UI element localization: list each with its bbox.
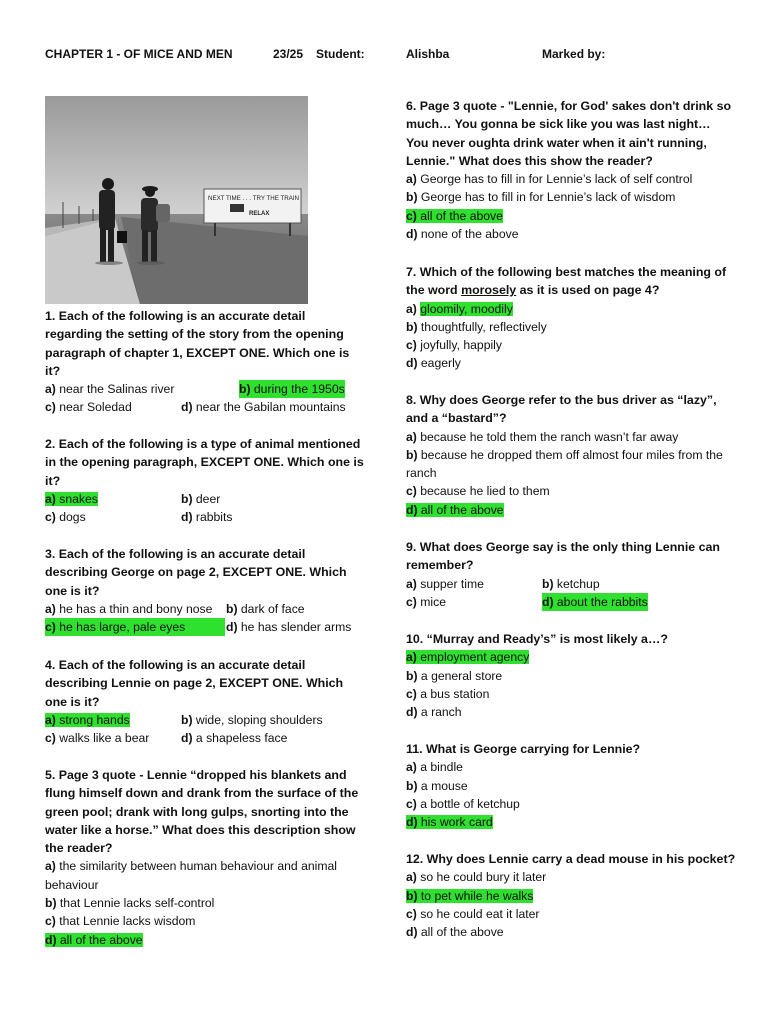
question-10: [406, 630, 736, 721]
option-a-selected: a) employment agency: [406, 650, 530, 665]
student-name: Alishba: [406, 47, 450, 61]
question-text: 3. Each of the following is an accurate detail describing George on page 2, EXCEPT ONE. Which one is it?: [45, 547, 347, 598]
option-d: d) he has slender arms: [226, 620, 352, 635]
option-b: b) George has to fill in for Lennie’s lack of wisdom: [406, 190, 676, 205]
option-row: [45, 398, 365, 416]
option-row: [45, 508, 365, 526]
option-a-selected: a) strong hands: [45, 712, 130, 727]
option-b-selected: b) to pet while he walks: [406, 888, 534, 903]
question-text: 7. Which of the following best matches the meaning of the word morosely as it is used on page 4?: [406, 265, 727, 298]
question-1: [45, 307, 365, 417]
option-c: c) a bottle of ketchup: [406, 796, 520, 811]
option-d: d) near the Gabilan mountains: [181, 400, 346, 415]
question-text: 4. Each of the following is an accurate detail describing Lennie on page 2, EXCEPT ONE. Which one is it?: [45, 658, 344, 709]
option-d-selected: d) his work card: [406, 815, 493, 830]
option-b: b) thoughtfully, reflectively: [406, 319, 547, 334]
worksheet-title: CHAPTER 1 - OF MICE AND MEN: [45, 47, 233, 61]
question-text: 11. What is George carrying for Lennie?: [406, 742, 641, 756]
option-a: a) George has to fill in for Lennie’s lack of self control: [406, 172, 693, 187]
option-row: [406, 575, 736, 593]
option-b-selected: b) during the 1950s: [239, 380, 345, 398]
option-b: b) a general store: [406, 668, 503, 683]
question-text: 6. Page 3 quote - "Lennie, for God' sakes don't drink so much… You gonna be sick like you was last night… You never oughta drink water when it ain't running, Lennie." What does this show the reader?: [406, 99, 732, 168]
option-row: [45, 600, 365, 618]
option-row: [45, 380, 365, 398]
option-row: [45, 490, 365, 508]
question-12: [406, 850, 736, 941]
option-a: a) he has a thin and bony nose: [45, 601, 213, 616]
option-c: c) near Soledad: [45, 400, 132, 415]
option-d-selected: d) all of the above: [406, 502, 504, 517]
option-d: d) eagerly: [406, 356, 461, 371]
option-row: [45, 729, 365, 747]
option-row: [45, 618, 365, 636]
option-d: d) all of the above: [406, 925, 504, 940]
option-b: b) deer: [181, 491, 221, 506]
question-3: [45, 545, 365, 636]
option-d-selected: d) all of the above: [45, 932, 143, 947]
question-text: 1. Each of the following is an accurate detail regarding the setting of the story from the opening paragraph of chapter 1, EXCEPT ONE. Which one is it?: [45, 309, 350, 378]
question-4: [45, 656, 365, 747]
question-text: 2. Each of the following is a type of animal mentioned in the opening paragraph, EXCEPT ONE. Which one is it?: [45, 437, 364, 488]
option-d: d) a ranch: [406, 705, 462, 720]
option-c: c) a bus station: [406, 686, 490, 701]
question-11: [406, 740, 736, 831]
question-9: [406, 538, 736, 611]
option-b: b) that Lennie lacks self-control: [45, 896, 215, 911]
option-d-selected: d) about the rabbits: [542, 593, 648, 611]
option-a: a) supper time: [406, 576, 484, 591]
option-b: b) ketchup: [542, 576, 600, 591]
question-7: [406, 263, 736, 373]
option-b: b) wide, sloping shoulders: [181, 712, 323, 727]
option-a: a) so he could bury it later: [406, 870, 547, 885]
underlined-word: morosely: [461, 283, 517, 298]
question-6: [406, 97, 736, 243]
option-c: c) that Lennie lacks wisdom: [45, 914, 196, 929]
option-a-selected: a) snakes: [45, 491, 98, 506]
option-a-selected: a) gloomily, moodily: [406, 301, 513, 316]
option-c: c) joyfully, happily: [406, 338, 502, 353]
question-text: 10. “Murray and Ready’s” is most likely a…?: [406, 632, 668, 646]
option-d: d) none of the above: [406, 227, 519, 242]
billboard-line1: NEXT TIME . . . TRY THE TRAIN: [208, 195, 300, 202]
option-c-selected: c) he has large, pale eyes: [45, 618, 225, 636]
worksheet-header: [0, 47, 768, 65]
option-row: [406, 593, 736, 611]
score: 23/25: [273, 47, 304, 61]
question-text: 8. Why does George refer to the bus driver as “lazy”, and a “bastard”?: [406, 393, 717, 426]
option-c: c) walks like a bear: [45, 731, 150, 746]
question-8: [406, 391, 736, 519]
option-b: b) dark of face: [226, 601, 305, 616]
option-b: b) a mouse: [406, 778, 468, 793]
option-c-selected: c) all of the above: [406, 208, 503, 223]
option-d: d) rabbits: [181, 510, 233, 525]
question-5: [45, 766, 365, 949]
question-text: 5. Page 3 quote - Lennie “dropped his blankets and flung himself down and drank from the surface of the green pool; drank with long gulps, snorting into the water like a horse.” What does this description show the reader?: [45, 768, 359, 856]
book-cover-photo: [45, 96, 308, 304]
option-b: b) because he dropped them off almost four miles from the ranch: [406, 447, 723, 481]
option-a: a) because he told them the ranch wasn’t far away: [406, 429, 679, 444]
option-a: a) the similarity between human behaviour and animal behaviour: [45, 859, 337, 892]
option-d: d) a shapeless face: [181, 731, 288, 746]
billboard-line2: RELAX: [249, 211, 270, 217]
option-c: c) so he could eat it later: [406, 906, 540, 921]
question-text: 12. Why does Lennie carry a dead mouse in his pocket?: [406, 852, 736, 866]
option-a: a) a bindle: [406, 760, 463, 775]
option-c: c) mice: [406, 594, 446, 609]
option-row: [45, 711, 365, 729]
option-a: a) near the Salinas river: [45, 382, 175, 397]
marked-by-label: Marked by:: [542, 47, 606, 61]
question-2: [45, 435, 365, 526]
option-c: c) because he lied to them: [406, 484, 550, 499]
student-label: Student:: [316, 47, 365, 61]
option-c: c) dogs: [45, 510, 86, 525]
question-text: 9. What does George say is the only thing Lennie can remember?: [406, 540, 720, 573]
